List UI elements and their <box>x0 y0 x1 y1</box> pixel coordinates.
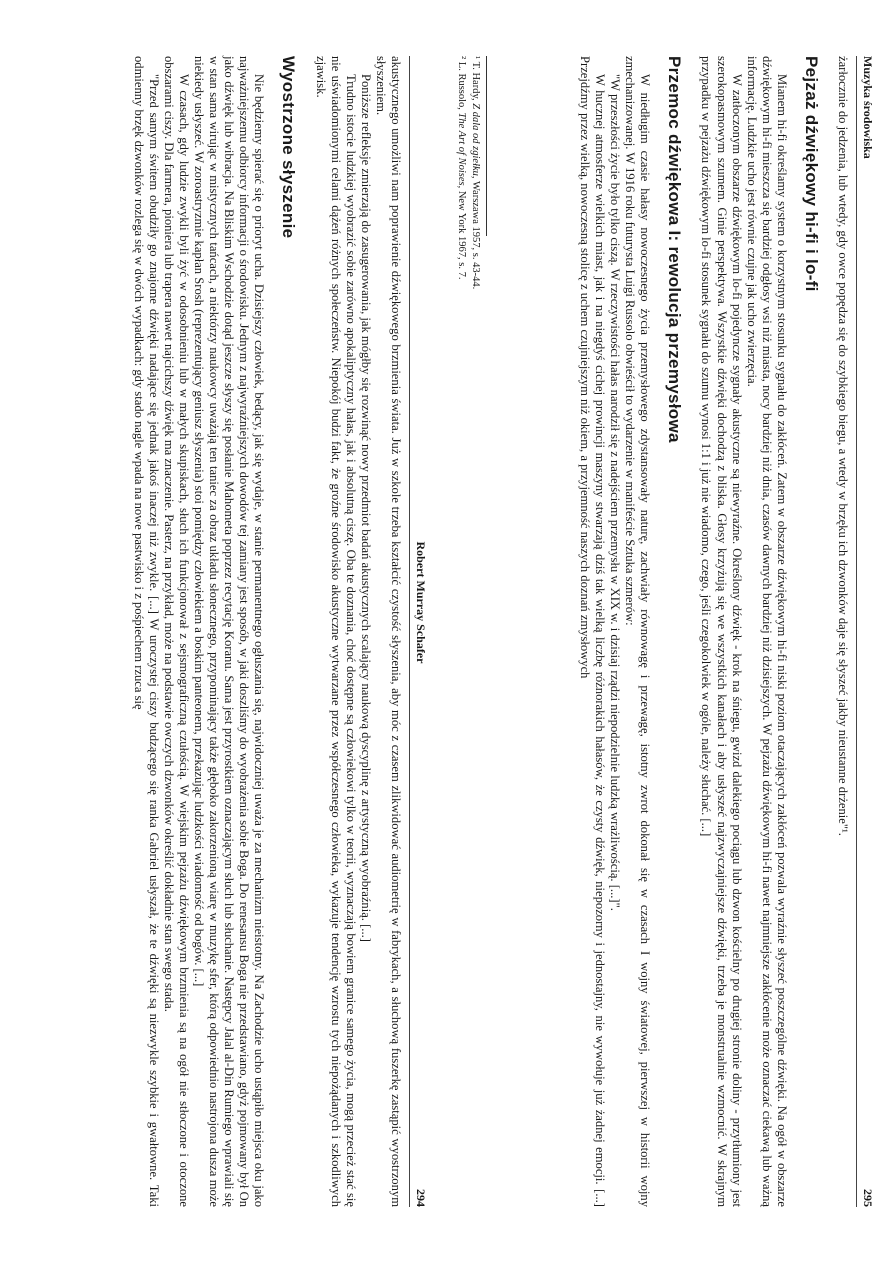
section-title: Pejzaż dźwiękowy hi-fi i lo-fi <box>801 56 821 292</box>
footnote <box>454 56 468 280</box>
footnote-title: Z dala od zgiełku <box>470 103 481 176</box>
footnote-rest: , Warszawa 1957, s. 43-44. <box>470 175 481 290</box>
paragraph: żarłocznie do jedzenia, lub wtedy, gdy owce popędza się do szybkiego biegu, a wtedy w brzęku ich dzwonków daje się słyszeć jakby nieustanne drżenie"¹. <box>836 56 850 836</box>
running-head <box>856 56 875 1207</box>
page-number: 294 <box>414 1189 428 1207</box>
left-page-body <box>7 56 403 1207</box>
left-page <box>0 0 446 1263</box>
footnote-author: L. Russolo, <box>456 61 467 113</box>
quote: "W przeszłości życie było tylko ciszą. W rzeczywistości hałas narodził się z nadejściem przemysłu w XIX w. i dzisiaj rządzi niepodzielnie ludzką wrażliwością. [...]". <box>608 74 623 911</box>
paragraph: W zatłoczonym obszarze dźwiękowym lo-fi pojedyncze sygnały akustyczne są niewyraźne. Określony dźwięk - krok na śniegu, gwizd dalekiego pociągu lub dzwon kościelny po drugiej stronie doliny - przytłumiony jest szerokopasmowym szumem. Ginie perspektywa. Wszystkie dźwięki dochodzą z bliska. Głosy krzyżują się we wszystkich kanałach i aby usłyszeć najzwyczajniejsze dźwięki, trzeba je monstrualnie wzmocnić. W skrajnym przypadku w pejzażu dźwiękowym lo-fi stosunek sygnału do szumu wynosi 1:1 i już nie wiadomo, czego, jeśli czegokolwiek w ogóle, należy słuchać. [...] <box>699 56 744 1207</box>
paragraph: "Przed samym świtem obudziły go znajome dźwięki nadające się jednak jakoś inaczej niż zwykle. [...] W uroczystej ciszy budzącego się ranka Gabriel usłyszał, że te dźwięki są niezwykle szybkie i gwałtowne. Taki odmienny brzęk dzwonków rozlega się w dwóch wypadkach: gdy stado nagle wpada na nowe pastwisko i z pośpiechem rzuca się <box>131 56 161 1207</box>
section-title: Wyostrzone słyszenie <box>279 56 299 239</box>
paragraph: Nie będziemy spierać się o prioryt ucha. Dzisiejszy człowiek, bedący, jak się wydaje, w stanie permanentnego ogłuszania się, najwidoczniej uważa je za mechanizm nieistotny. Na Zachodzie ucho ustąpiło miejsca oku jako najważniejszemu odbiorcy informacji o środowisku. Jednym z najwyraźniejszych dowodów tej zamiany jest sposób, w jaki doszliśmy do wyobrażenia sobie Boga. Do renesansu Boga nie przedstawiano, gdyż pojmowany był On jako dźwięk lub wibracja. Na Bliskim Wschodzie dotąd jeszcze słyszy się posłanie Mahometa poprzez recytację Koranu. Sama jest przyrostkiem oznaczającym słuch lub słuchanie. Następcy Jalal al-Din Rumiego wprawiali się w stan sama wirując w mistycznych tańcach, a niektórzy naukowcy uważają ten taniec za obraz układu słonecznego, przypominający także głęboko zakorzenioną wiarę w muzykę sfer, którą odpowiednio nastrojona dusza może niekiedy usłyszeć. W zoroastryzmie kapłan Srosh (reprezentujący geniusz słyszenia) stoi pomiędzy człowiekiem a boskim panteonem, przekazując ludzkości wiadomość od bogów. [...] <box>192 56 267 1207</box>
footnote-mark: ² <box>456 56 467 60</box>
paragraph: Poniższe refleksje zmierzają do zasugerowania, jak mógłby się rozwinąć nowy przedmiot badań akustycznych scalający naukową dyscyplinę z artystyczną wyobraźnią. [...] <box>358 74 373 942</box>
paragraph: Mianem hi-fi określamy system o korzystnym stosunku sygnału do zakłóceń. Zatem w obszarze dźwiękowym hi-fi niski poziom otaczających zakłóceń pozwala wyraźnie słyszeć poszczególne dźwięki. Na ogół w obszarze dźwiękowym hi-fi mieszcza się bardziej odgłosy wsi niż miasta, nocy bardziej niż dnia, czasów dawnych bardziej niż dzisiejszych. W pejzażu dźwiękowym hi-fi nawet najmniejsze zakłócenie może oznaczać ciekawą lub ważną informację. Ludzkie ucho jest równie czujne jak ucho zwierzęcia. <box>744 56 789 1207</box>
footnote-author: T. Hardy, <box>470 61 481 104</box>
running-head-title: Muzyka środowiska <box>861 56 875 159</box>
footnote-rest: , New York 1967, s. 7. <box>456 185 467 280</box>
footnote-mark: ¹ <box>470 56 481 60</box>
footnotes <box>454 56 487 290</box>
right-page <box>447 0 893 1263</box>
running-head <box>409 56 428 1207</box>
paragraph: W hucznej atmosferze wielkich miast, jak i na niegdyś cichej prowincji maszyny stwarzają dziś tak wielką liczbę różnorakich hałasów, że czysty dźwięk, niepozorny i jednostajny, nie wywołuje już żadnej emocji. [...] Przejdźmy przez wielką, nowoczesną stolicę z uchem czujniejszym niż okiem, a przyjemność naszych doznań zmysłowych <box>577 56 608 1207</box>
paragraph: Trudno istocie ludzkiej wyobrazić sobie zarówno apokaliptyczny hałas, jak i absolutną ciszę. Oba te doznania, choć dostępne są człowiekowi tylko w teorii, wyznaczają bowiem granice samego życia, mogą przecież stać się nie uświadomionymi celami dążeń różnych społeczeństw. Niepokój budzi fakt, że groźne środowisko akustyczne wytwarzane przez współczesnego człowieka, wykazuje tendencję wzrostu tych niepożądanych i szkodliwych zjawisk. <box>313 56 358 1207</box>
footnote-title: The Art of Noises <box>456 112 467 186</box>
right-page-body <box>454 56 850 1207</box>
footnote <box>468 56 482 290</box>
paragraph: W niedługim czasie hałasy nowoczesnego życia przemysłowego zdystansowały naturę, zachwiały równowagę i przewagę, istotny zwrot dokonał się w czasach I wojny światowej, pierwszej w historii wojny zmechanizowanej. W 1916 roku futurysta Luigi Russolo obwieścił to wydarzenie w manifeście Sztuka szmerów: <box>623 56 653 1207</box>
page-number: 295 <box>861 1189 875 1207</box>
paragraph: akustycznego umożliwi nam poprawienie dźwiękowego brzmienia świata. Już w szkole trzeba kształcić czystość słyszenia, aby móc z czasem zlikwidować audiometrię w fabrykach, a słuchową fuszerkę zastąpić wyostrzonym słyszeniem. <box>373 56 403 1207</box>
running-head-author: Robert Murray Schafer <box>414 541 428 664</box>
paragraph: W czasach, gdy ludzie zwykli byli żyć w odosobnieniu lub w małych skupiskach, słuch ich funkcjonował z sejsmograficzną czułością. W wiejskim pejzażu dźwiękowym brzmienia są na ogół nie stłoczone i otoczone obszarami ciszy. Dla farmera, pioniera lub trapera nawet najcichszy dźwięk ma znaczenie. Pasterz, na przykład, może na podstawie owczych dzwonków określić dokładnie stan swego stada. <box>161 56 191 1207</box>
section-title: Przemoc dźwiękowa I: rewolucja przemysłowa <box>665 56 685 443</box>
